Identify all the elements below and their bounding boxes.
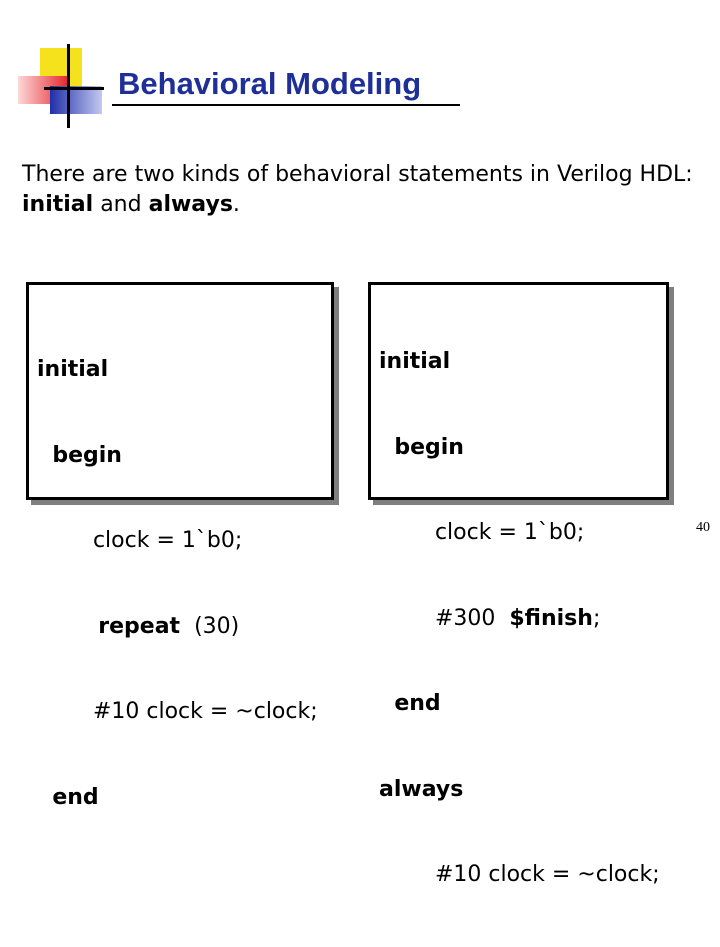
code-text: ;: [592, 605, 601, 631]
code-box-left: [26, 282, 334, 810]
slide-logo-decoration: [0, 0, 110, 130]
code-box-right: [368, 282, 669, 887]
title-underline: [112, 104, 460, 106]
code-keyword: $finish: [509, 605, 593, 631]
intro-keyword-always: always: [148, 192, 233, 217]
code-line: begin: [37, 442, 122, 468]
code-block-left: [37, 299, 318, 869]
intro-keyword-initial: initial: [22, 192, 94, 217]
code-line: #10 clock = ~clock;: [37, 699, 318, 724]
intro-period: .: [232, 192, 240, 217]
code-line: end: [37, 784, 99, 810]
code-text: #300: [379, 605, 510, 631]
code-line: begin: [379, 434, 464, 460]
code-line: initial: [37, 357, 109, 382]
intro-text: There are two kinds of behavioral statements in Verilog HDL:: [22, 162, 693, 187]
blue-square-decoration: [50, 86, 102, 114]
code-line: clock = 1`b0;: [37, 528, 243, 553]
page-number: 40: [696, 520, 710, 535]
code-keyword: repeat: [37, 613, 181, 639]
code-line: end: [379, 691, 441, 716]
code-line: always: [379, 776, 464, 802]
code-text: (30): [180, 613, 240, 639]
horizontal-line-decoration: [44, 87, 104, 90]
intro-and: and: [93, 192, 149, 217]
code-line: [379, 605, 660, 634]
code-line: clock = 1`b0;: [379, 520, 585, 545]
code-line: initial: [379, 349, 451, 374]
slide-title: Behavioral Modeling: [118, 66, 422, 101]
code-line: #10 clock = ~clock;: [379, 862, 660, 887]
code-block-right: [379, 291, 660, 947]
code-line: [37, 613, 318, 642]
intro-paragraph: [22, 160, 702, 220]
vertical-line-decoration: [67, 44, 70, 128]
